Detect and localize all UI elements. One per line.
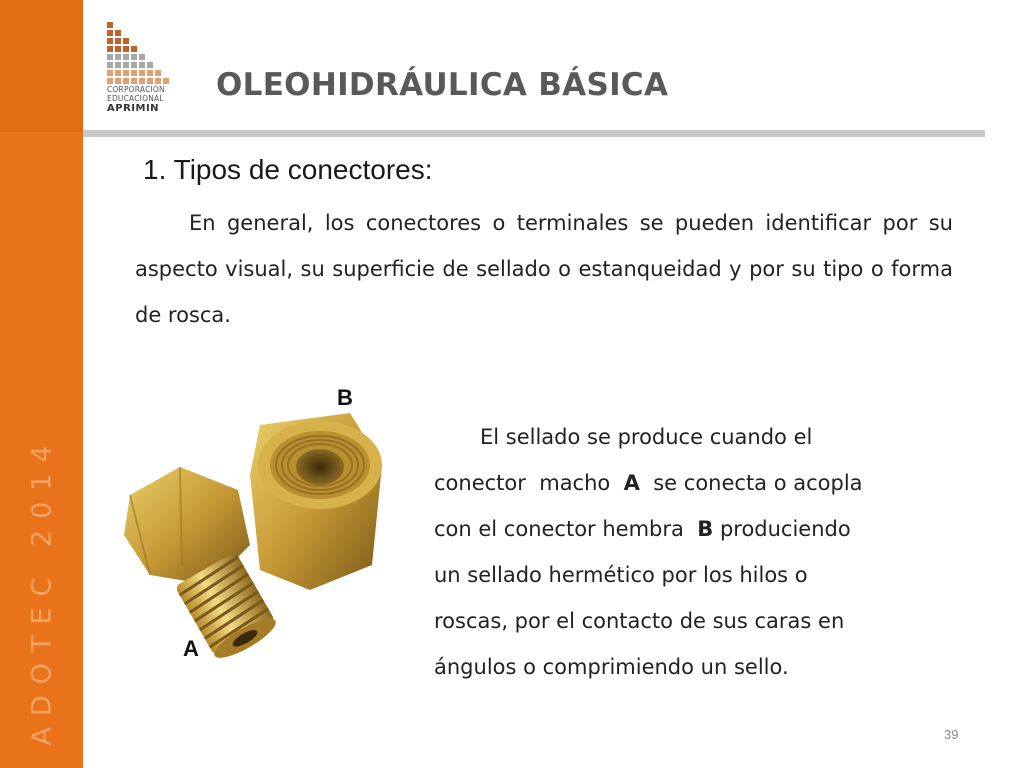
description-text: con el conector hembra [434, 517, 698, 541]
description-line-2 [434, 460, 964, 506]
sidebar-vertical-text: ADOTEC 2014 [26, 434, 58, 746]
side-bar-top [0, 0, 83, 132]
page-title: OLEOHIDRÁULICA BÁSICA [216, 67, 669, 103]
logo-line-3: APRIMIN [107, 103, 160, 114]
description-line-3 [434, 506, 964, 552]
logo-line-2: EDUCACIONAL [107, 94, 164, 103]
label-b: B [337, 385, 353, 410]
label-a: A [183, 636, 199, 661]
description-line-5: roscas, por el contacto de sus caras en [434, 609, 845, 633]
description-paragraph [434, 414, 964, 690]
description-line-1: El sellado se produce cuando el [480, 425, 813, 449]
section-heading: 1. Tipos de conectores: [143, 154, 433, 185]
description-label-a: A [623, 471, 640, 495]
description-line-4: un sellado hermético por los hilos o [434, 563, 808, 587]
description-line-6: ángulos o comprimiendo un sello. [434, 655, 789, 679]
description-label-b: B [697, 517, 714, 541]
page-number: 39 [944, 727, 959, 742]
logo-line-1: CORPORACION [107, 85, 165, 94]
description-text: conector macho [434, 471, 624, 495]
description-text: se conecta o acopla [639, 471, 863, 495]
header-rule [83, 130, 985, 137]
brass-connectors-photo-icon [110, 395, 400, 665]
intro-paragraph: En general, los conectores o terminales se pueden identificar por su aspecto visual, su superficie de sellado o estanqueidad y por su tipo o forma de rosca. [135, 211, 953, 327]
description-text: produciendo [713, 517, 851, 541]
